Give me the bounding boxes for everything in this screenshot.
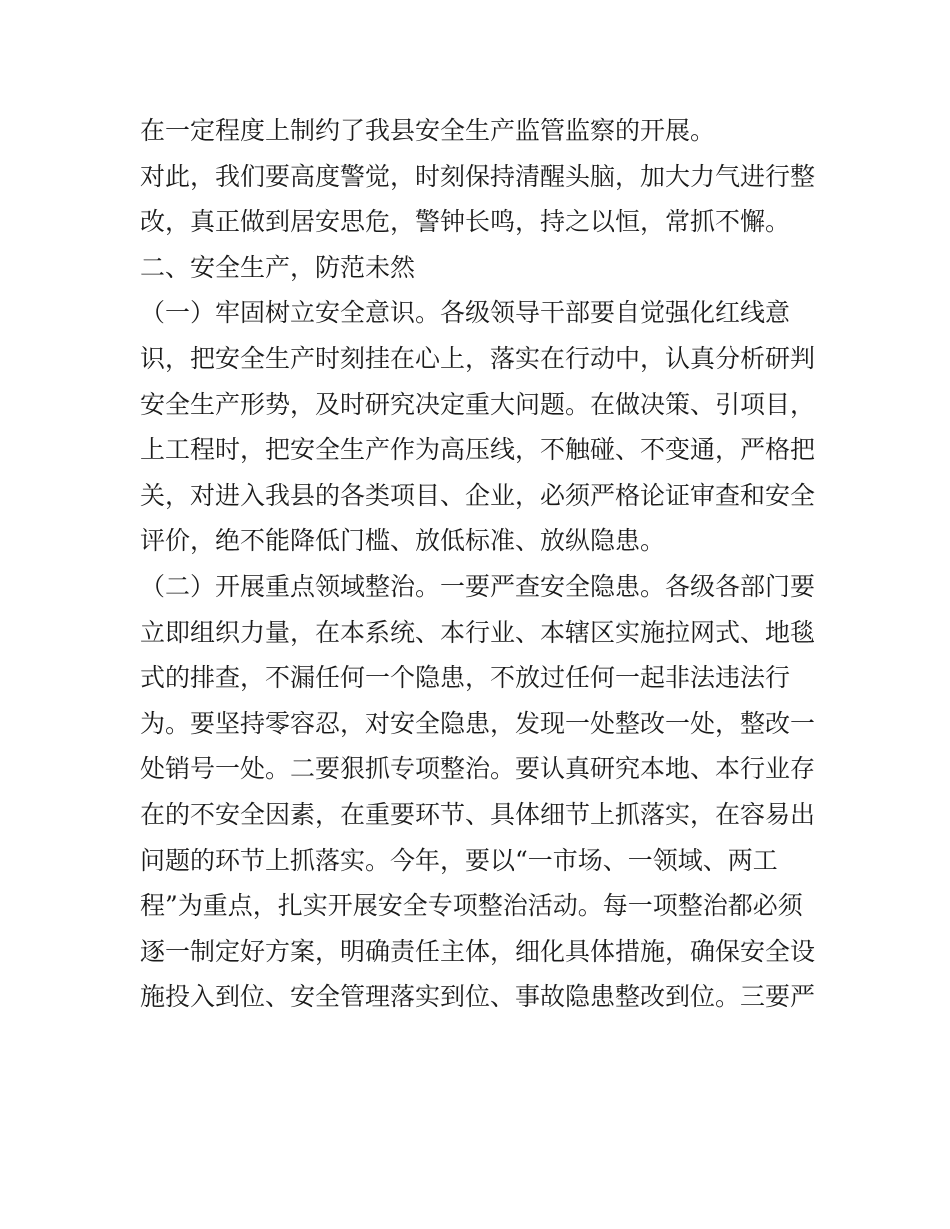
text-line: 评价，绝不能降低门槛、放低标准、放纵隐患。	[140, 526, 666, 556]
text-line: （二）开展重点领域整治。一要严查安全隐患。各级各部门要	[140, 571, 816, 601]
text-line: （一）牢固树立安全意识。各级领导干部要自觉强化红线意	[140, 298, 791, 328]
text-line: 在的不安全因素，在重要环节、具体细节上抓落实，在容易出	[140, 799, 816, 829]
text-line: 在一定程度上制约了我县安全生产监管监察的开展。	[140, 116, 716, 145]
text-line: 识，把安全生产时刻挂在心上，落实在行动中，认真分析研判	[140, 343, 816, 373]
text-line: 改，真正做到居安思危，警钟长鸣，持之以恒，常抓不懈。	[140, 207, 791, 237]
section-heading: 二、安全生产，防范未然	[140, 252, 416, 282]
document-body	[140, 108, 820, 1020]
text-line: 逐一制定好方案，明确责任主体，细化具体措施，确保安全设	[140, 936, 816, 966]
text-line: 安全生产形势，及时研究决定重大问题。在做决策、引项目，	[140, 389, 816, 419]
text-line: 程”为重点，扎实开展安全专项整治活动。每一项整治都必须	[140, 891, 803, 921]
text-line: 立即组织力量，在本系统、本行业、本辖区实施拉网式、地毯	[140, 617, 816, 647]
text-line: 为。要坚持零容忍，对安全隐患，发现一处整改一处，整改一	[140, 708, 816, 738]
text-line: 上工程时，把安全生产作为高压线，不触碰、不变通，严格把	[140, 435, 816, 465]
text-line: 对此，我们要高度警觉，时刻保持清醒头脑，加大力气进行整	[140, 161, 816, 191]
text-line: 关，对进入我县的各类项目、企业，必须严格论证审查和安全	[140, 480, 816, 510]
text-line: 问题的环节上抓落实。今年，要以“一市场、一领域、两工	[140, 845, 778, 875]
text-line: 处销号一处。二要狠抓专项整治。要认真研究本地、本行业存	[140, 754, 816, 784]
text-line: 施投入到位、安全管理落实到位、事故隐患整改到位。三要严	[140, 982, 816, 1012]
text-line: 式的排查，不漏任何一个隐患，不放过任何一起非法违法行	[140, 663, 791, 693]
